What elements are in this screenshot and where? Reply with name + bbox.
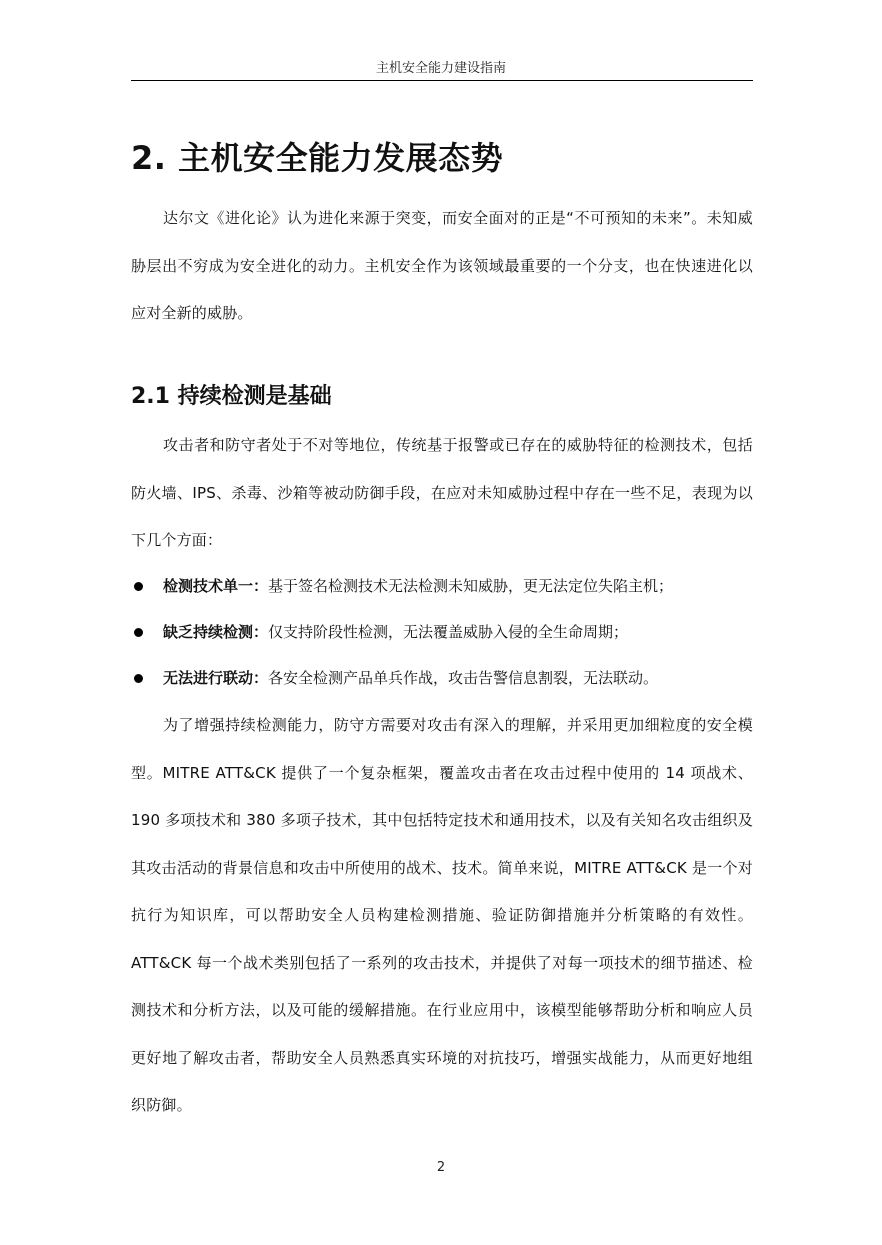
bullet-term: 无法进行联动：: [163, 669, 269, 687]
list-item: [131, 655, 753, 701]
list-item: [131, 563, 753, 609]
bullet-text: 基于签名检测技术无法检测未知威胁，更无法定位失陷主机；: [268, 577, 674, 595]
bullet-term: 检测技术单一：: [163, 577, 269, 595]
subsection-heading: 2.1 持续检测是基础: [131, 384, 332, 410]
section-heading: 2. 主机安全能力发展态势: [131, 139, 504, 178]
bullet-text: 仅支持阶段性检测，无法覆盖威胁入侵的全生命周期；: [268, 623, 629, 641]
body-paragraph: 攻击者和防守者处于不对等地位，传统基于报警或已存在的威胁特征的检测技术，包括防火墙、IPS、杀毒、沙箱等被动防御手段，在应对未知威胁过程中存在一些不足，表现为以下几个方面：: [131, 436, 753, 549]
bullet-icon: [134, 628, 143, 637]
list-item: [131, 609, 753, 655]
header-divider: [131, 80, 753, 81]
bullet-icon: [134, 674, 143, 683]
body-paragraph: 为了增强持续检测能力，防守方需要对攻击有深入的理解，并采用更加细粒度的安全模型。MITRE ATT&CK 提供了一个复杂框架，覆盖攻击者在攻击过程中使用的 14 项战术、190 多项技术和 380 多项子技术，其中包括特定技术和通用技术，以及有关知名攻击组织及其攻击活动的背景信息和攻击中所使用的战术、技术。简单来说，MITRE ATT&CK 是一个对抗行为知识库，可以帮助安全人员构建检测措施、验证防御措施并分析策略的有效性。ATT&CK 每一个战术类别包括了一系列的攻击技术，并提供了对每一项技术的细节描述、检测技术和分析方法，以及可能的缓解措施。在行业应用中，该模型能够帮助分析和响应人员更好地了解攻击者，帮助安全人员熟悉真实环境的对抗技巧，增强实战能力，从而更好地组织防御。: [131, 716, 753, 1114]
bullet-text: 各安全检测产品单兵作战，攻击告警信息割裂，无法联动。: [268, 669, 659, 687]
bullet-list: [131, 563, 753, 701]
intro-paragraph: 达尔文《进化论》认为进化来源于突变，而安全面对的正是“不可预知的未来”。未知威胁层出不穷成为安全进化的动力。主机安全作为该领域最重要的一个分支，也在快速进化以应对全新的威胁。: [131, 209, 753, 322]
bullet-term: 缺乏持续检测：: [163, 623, 269, 641]
bullet-icon: [134, 582, 143, 591]
running-header: 主机安全能力建设指南: [375, 61, 506, 76]
page-number: 2: [436, 1160, 446, 1175]
